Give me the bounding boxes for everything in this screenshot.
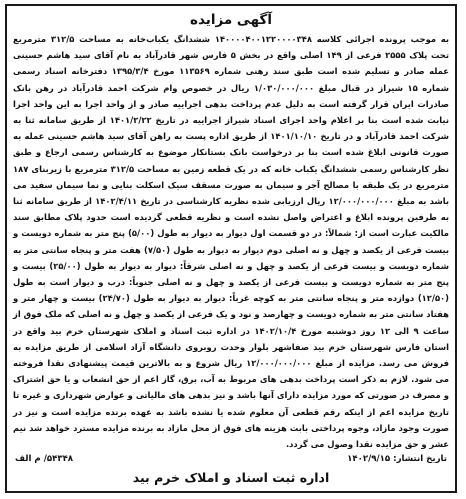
publication-date: تاریخ انتشار: ۱۴۰۲/۹/۱۵: [347, 454, 447, 465]
issuing-office: اداره ثبت اسناد و املاک خرم بید: [132, 470, 330, 486]
notice-title: آگهی مزایده: [190, 12, 272, 28]
auction-notice-box: [5, 4, 457, 493]
notice-body-text: به موجب پرونده اجرائی کلاسه ۱۴۰۰۰۰۴۰۰۱۲۲۰۰۰۰۳۴۸ ششدانگ یکباب‌خانه به مساحت ۳۱۲/۵ مترمربع تحت پلاک ۲۵۵۵ فرعی از ۱۴۹ اصلی واقع در بخش ۵ فارس شهر قادرآباد به نام آقای سید هاشم حسینی عمله صادر و تسلیم شده است طبق سند رهنی شماره ۱۱۳۵۶۹ مورخ ۱۳۹۵/۳/۴ دفترخانه اسناد رسمی شماره ۱۵ شیراز در قبال مبلغ ۱/۰۳۰/۰۰۰/۰۰۰ ریال در خصوص وام شرکت احمد قادرآباد در رهن بانک صادرات ایران قرار گرفته است به دلیل عدم پرداخت بدهی اجراییه صادر و از واحد اجرا به این واحد اجرا نیابت شده است بنا بر اعلام واحد اجرای اسناد شیراز اجراییه در تاریخ ۱۴۰۱/۲/۲۲ از طریق سامانه ثنا به شرکت احمد قادرآباد و در تاریخ ۱۴۰۱/۱۰/۱۰ از طریق اداره پست به راهن آقای سید هاشم حسینی عمله به صورت قانونی ابلاغ شده است بنا بر درخواست بانک بستانکار موضوع به کارشناس رسمی ارجاع و طبق نظر کارشناس رسمی ششدانگ یکباب خانه که در یک قطعه زمین به مساحت ۳۱۲/۵ مترمربع با زیربنای ۱۸۷ مترمربع در یک طبقه با مصالح آجر و سیمان به صورت مسقف سیک اسکلت بنایی و نما سیمان سفید می باشد به مبلغ ۱۲/۰۰۰/۰۰۰/۰۰۰ ریال ارزیابی شده نظریه کارشناسی در تاریخ ۱۴۰۲/۴/۱۱ از طریق سامانه ثنا به طرفین پرونده ابلاغ و اعتراض واصل نشده است و نظریه قطعی گردیده است حدود پلاک مطابق سند مالکیت عبارت است از: شمالاً: در دو قسمت اول دیوار به دیوار به طول (۵/۰۰) پنج متر به شماره دویست و بیست فرعی از یکصد و چهل و نه اصلی دوم دیوار به دیوار به طول (۷/۵۰) هفت متر و پنجاه سانتی متر به شماره دویست و بیست فرعی از یکصد و چهل و نه اصلی شرقاً: دیوار به دیوار به طول (۲۵/۰۰) بیست و پنج متر به شماره دویست و بیست فرعی از یکصد و چهل و نه اصلی جنوباً: درب و دیوار است به طول (۱۲/۵۰) دوازده متر و پنجاه سانتی متر به کوچه غرباً: دیوار به دیوار به طول (۲۴/۷۰) بیست و چهار متر و هفتاد سانتی متر به شماره دویست و چهارصد و نود و یک فرعی از یکصد و چهل و نه اصلی که ملک فوق از ساعت ۹ الی ۱۲ روز دوشنبه مورخ ۱۴۰۲/۱۰/۴ در اداره ثبت اسناد و املاک شهرستان خرم بید واقع در استان فارس شهرستان خرم بید صفاشهر بلوار وحدت روبروی دانشگاه آزاد اسلامی از طریق مزایده به فروش می رسد. مزایده از مبلغ ۱۲/۰۰۰/۰۰۰/۰۰۰ ریال شروع و به بالاترین قیمت پیشنهادی نقدا فروخته می شود. لازم به ذکر است پرداخت بدهی های مربوط به آب، برق، گاز اعم از حق انشعاب و یا حق اشتراک و مصرف در صورتی که مورد مزایده دارای آنها باشد و نیز بدهی های مالیاتی و عوارض شهرداری و غیره تا تاریخ مزایده اعم از اینکه رقم قطعی آن معلوم شده یا نشده باشد به عهده برنده مزایده است و نیز در صورت وجود مازاد، وجوه پرداختی بابت هزینه های فوق از محل مازاد به برنده مزایده مسترد خواهد شد نیم عشر و حق مزایده نقدا وصول می گردد.: [13, 34, 450, 450]
reference-number: ۵۴۳۴۸/ م الف: [15, 454, 74, 465]
notice-footer-row: [13, 454, 449, 464]
